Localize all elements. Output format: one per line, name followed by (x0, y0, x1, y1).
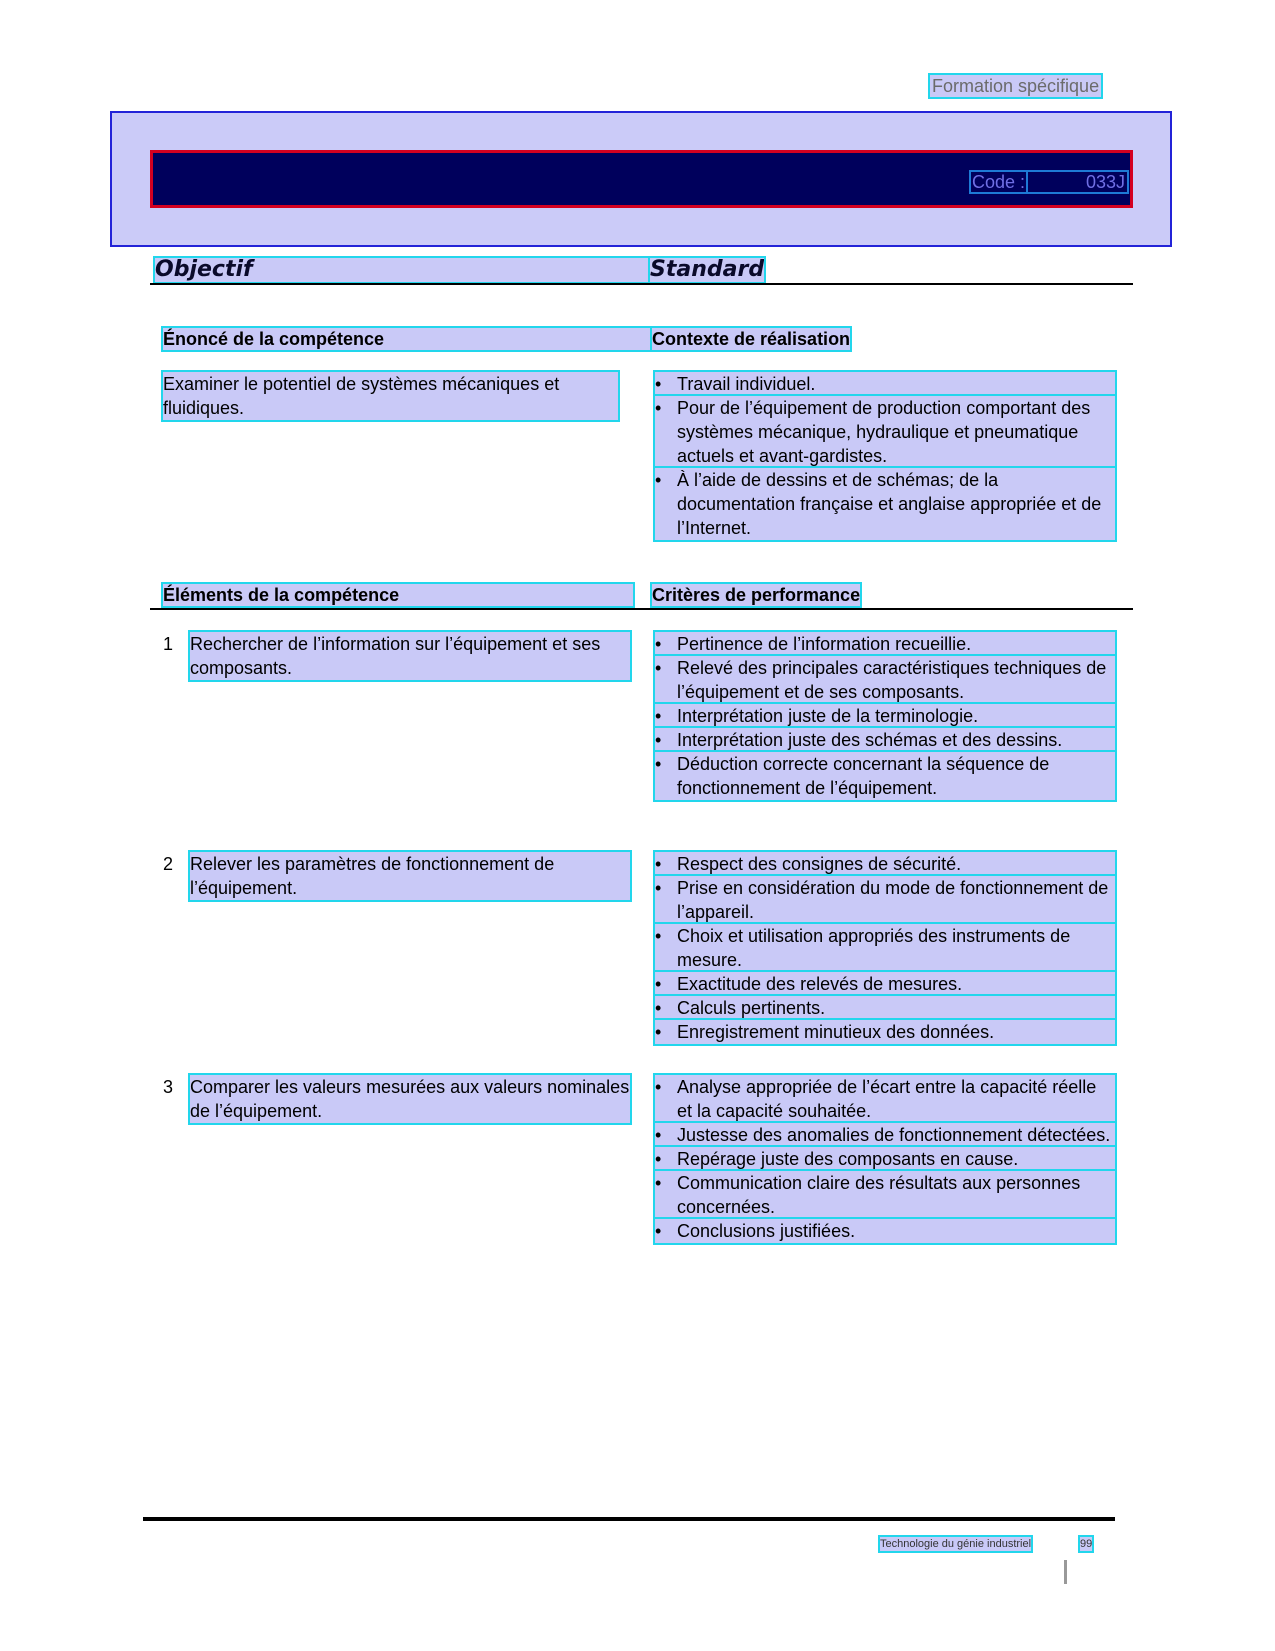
elements-divider (150, 608, 1133, 610)
footer-program-name: Technologie du génie industriel (880, 1538, 1032, 1550)
criteres-title: Critères de performance (652, 585, 861, 605)
list-item: • Justesse des anomalies de fonctionnement détectées. (655, 1123, 1115, 1147)
criteria-list-3 (655, 1075, 1115, 1243)
list-item: • Respect des consignes de sécurité. (655, 852, 1115, 876)
element-number: 2 (163, 854, 174, 874)
list-item: • À l’aide de dessins et de schémas; de la documentation française et anglaise appropriée et de l’Internet. (655, 468, 1115, 540)
list-item: • Exactitude des relevés de mesures. (655, 972, 1115, 996)
code-value: 033J (1028, 172, 1127, 192)
page-edge-marker (1064, 1560, 1067, 1584)
contexte-title: Contexte de réalisation (652, 329, 851, 349)
element-text: Relever les paramètres de fonctionnement de l’équipement. (190, 852, 630, 900)
list-item: • Relevé des principales caractéristiques techniques de l’équipement et de ses composants. (655, 656, 1115, 704)
document-category-label: Formation spécifique (932, 76, 1100, 96)
list-item: • Analyse appropriée de l’écart entre la capacité réelle et la capacité souhaitée. (655, 1075, 1115, 1123)
page-number: 99 (1080, 1538, 1093, 1550)
footer-divider (143, 1517, 1115, 1521)
criteria-list-1 (655, 632, 1115, 800)
section-divider (150, 283, 1133, 285)
list-item: • Déduction correcte concernant la séquence de fonctionnement de l’équipement. (655, 752, 1115, 800)
list-item: • Communication claire des résultats aux personnes concernées. (655, 1171, 1115, 1219)
list-item: • Interprétation juste des schémas et des dessins. (655, 728, 1115, 752)
enonce-title: Énoncé de la compétence (163, 328, 650, 350)
list-item: • Travail individuel. (655, 372, 1115, 396)
enonce-text: Examiner le potentiel de systèmes mécaniques et fluidiques. (163, 372, 618, 420)
element-number: 1 (163, 634, 174, 654)
list-item: • Pour de l’équipement de production comportant des systèmes mécanique, hydraulique et pneumatique actuels et avant-gardistes. (655, 396, 1115, 468)
code-label: Code : (972, 172, 1026, 192)
contexte-list (655, 372, 1115, 540)
objectif-heading: Objectif (155, 258, 650, 282)
standard-heading: Standard (650, 257, 765, 282)
list-item: • Enregistrement minutieux des données. (655, 1020, 1115, 1044)
element-number: 3 (163, 1077, 174, 1097)
list-item: • Conclusions justifiées. (655, 1219, 1115, 1243)
element-text: Comparer les valeurs mesurées aux valeurs nominales de l’équipement. (190, 1077, 630, 1121)
list-item: • Choix et utilisation appropriés des instruments de mesure. (655, 924, 1115, 972)
list-item: • Prise en considération du mode de fonctionnement de l’appareil. (655, 876, 1115, 924)
list-item: • Repérage juste des composants en cause. (655, 1147, 1115, 1171)
list-item: • Calculs pertinents. (655, 996, 1115, 1020)
criteria-list-2 (655, 852, 1115, 1044)
elements-title: Éléments de la compétence (163, 584, 633, 606)
list-item: • Interprétation juste de la terminologie. (655, 704, 1115, 728)
list-item: • Pertinence de l’information recueillie. (655, 632, 1115, 656)
element-text: Rechercher de l’information sur l’équipement et ses composants. (190, 632, 630, 680)
